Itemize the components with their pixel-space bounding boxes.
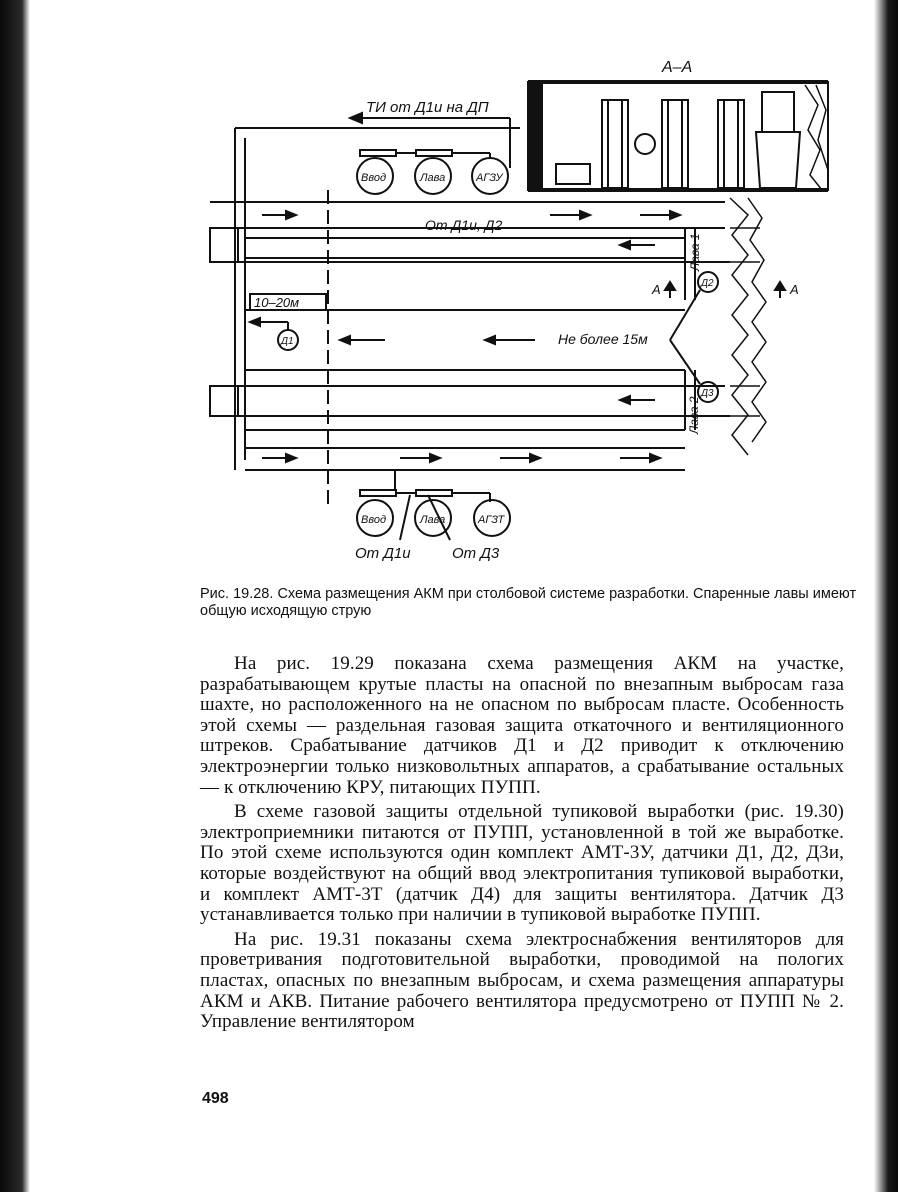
body-text xyxy=(200,654,844,1037)
max-distance-label: Не более 15м xyxy=(558,331,648,347)
mine-scheme-figure xyxy=(200,50,850,570)
device-lava-top-label: Лава xyxy=(420,172,446,184)
paragraph: На рис. 19.29 показана схема размещения АКМ на участке, разрабатывающем крутые пласты на опасной по внезапным выбросам газа шахте, но расположенного на не опасном по выбросам пласте. Особенность этой схемы — раздельная газовая защита откаточного и вентиляционного штреков. Срабатывание датчиков Д1 и Д2 приводит к отключению электроэнергии только низковольтных аппаратов, а срабатывание остальных — к отключению КРУ, питающих ПУПП. xyxy=(200,653,844,798)
section-props xyxy=(556,92,800,188)
figure-caption xyxy=(200,586,880,620)
from-label-top: От Д1и, Д2 xyxy=(425,217,503,233)
paragraph: В схеме газовой защиты отдельной тупиковой выработки (рис. 19.30) электроприемники питаются от ПУПП, установленной в той же выработке. По этой схеме используются один комплект АМТ-3У, датчики Д1, Д2, Д3и, которые воздействуют на общий ввод электропитания тупиковой выработки, и комплект АМТ-3Т (датчик Д4) для защиты вентилятора. Датчик Д3 устанавливается только при наличии в тупиковой выработке ПУПП. xyxy=(200,801,844,926)
device-vvod-top-label: Ввод xyxy=(361,172,387,184)
sensor-d1-label: Д1 xyxy=(281,336,294,347)
figure-caption-text: Схема размещения АКМ при столбовой системе разработки. Спаренные лавы имеют общую исходящую струю xyxy=(200,586,857,619)
rock-hatching xyxy=(730,198,766,455)
sensor-d2-label: Д2 xyxy=(701,278,714,289)
marker-a-left: А xyxy=(652,282,661,297)
section-label: А–А xyxy=(662,59,693,76)
ti-label: ТИ от Д1и на ДП xyxy=(366,99,489,116)
from-label-bottom-left: От Д1и xyxy=(355,545,411,562)
device-agzt-bottom-label: АГЗТ xyxy=(478,514,505,526)
marker-a-right: А xyxy=(790,282,799,297)
lava1-label: Лава 1 xyxy=(688,233,702,271)
device-agzu-top-label: АГЗУ xyxy=(476,172,503,184)
section-aa-wall xyxy=(528,82,542,190)
from-label-bottom-right: От Д3 xyxy=(452,545,500,562)
device-lava-bottom-label: Лава xyxy=(420,514,446,526)
device-vvod-bottom-label: Ввод xyxy=(361,514,387,526)
sensor-d3-label: Д3 xyxy=(701,388,714,399)
lava2-label: Лава 2 xyxy=(687,396,701,434)
sensor-d2-section xyxy=(635,134,655,154)
paragraph: На рис. 19.31 показаны схема электроснабжения вентиляторов для проветривания подготовительной выработки, проводимой на пологих пластах, опасных по внезапным выбросам, и схема размещения аппаратуры АКМ и АКВ. Питание рабочего вентилятора предусмотрено от ПУПП № 2. Управление вентилятором xyxy=(200,928,844,1033)
section-aa-frame xyxy=(528,82,828,190)
page-number: 498 xyxy=(202,1090,229,1107)
figure-number: Рис. 19.28. xyxy=(200,586,274,602)
distance-label: 10–20м xyxy=(254,295,300,310)
